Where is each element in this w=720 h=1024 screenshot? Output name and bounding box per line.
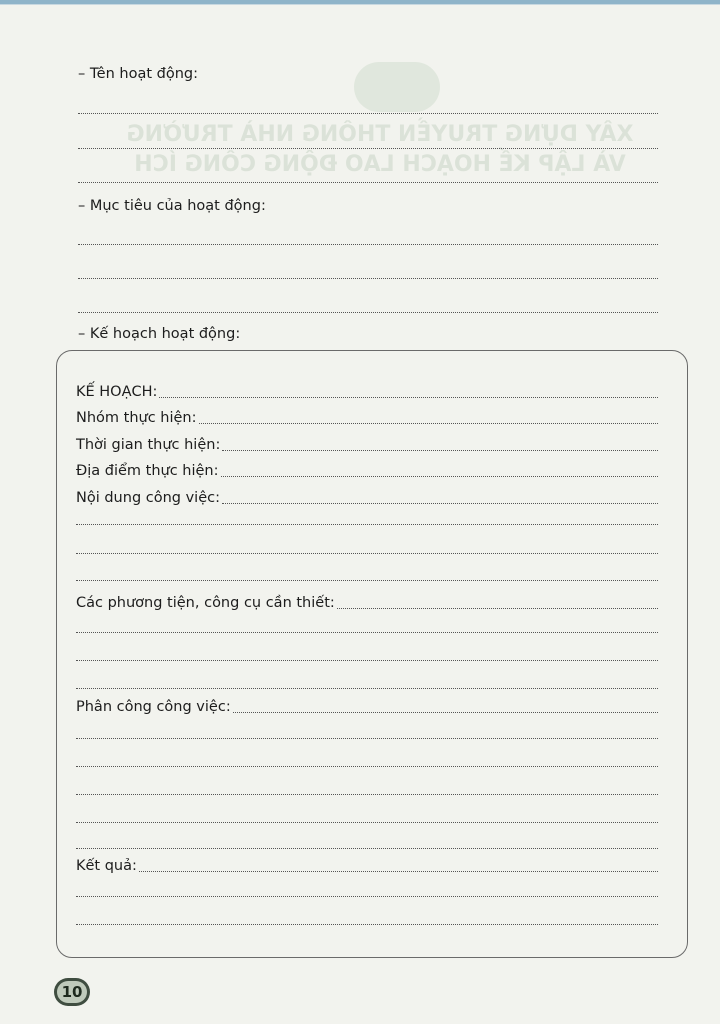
time-label: Thời gian thực hiện: — [76, 437, 221, 453]
activity-goal-label: – Mục tiêu của hoạt động: — [78, 198, 266, 214]
content-label: Nội dung công việc: — [76, 490, 220, 506]
assignment-line-2[interactable] — [76, 738, 658, 739]
activity-name-line-2 — [78, 148, 658, 149]
content-line-3[interactable] — [76, 553, 658, 554]
activity-name-line-1 — [78, 113, 658, 114]
page-number-badge — [54, 978, 90, 1006]
group-fill-line[interactable] — [199, 423, 658, 424]
assignment-line-5[interactable] — [76, 822, 658, 823]
assignment-label: Phân công công việc: — [76, 699, 231, 715]
group-row — [76, 407, 658, 427]
activity-plan-label: – Kế hoạch hoạt động: — [78, 326, 241, 342]
bleed-badge — [354, 62, 440, 112]
activity-goal-line-1 — [78, 244, 658, 245]
assignment-fill-line[interactable] — [233, 712, 658, 713]
tools-label: Các phương tiện, công cụ cần thiết: — [76, 595, 335, 611]
plan-label: KẾ HOẠCH: — [76, 384, 158, 400]
bleed-title-line-2: VÀ LẬP KẾ HOẠCH LAO ĐỘNG CÔNG ÍCH — [134, 152, 626, 177]
assignment-row — [76, 696, 658, 716]
plan-row — [76, 381, 658, 401]
place-label: Địa điểm thực hiện: — [76, 463, 219, 479]
bleed-title-line-1: XÂY DỰNG TRUYỀN THÔNG NHÀ TRƯỜNG — [126, 122, 634, 147]
assignment-line-6[interactable] — [76, 848, 658, 849]
place-fill-line[interactable] — [221, 476, 658, 477]
place-row — [76, 460, 658, 480]
assignment-line-4[interactable] — [76, 794, 658, 795]
activity-name-label: – Tên hoạt động: — [78, 66, 198, 82]
plan-fill-line[interactable] — [159, 397, 658, 398]
tools-line-4[interactable] — [76, 688, 658, 689]
assignment-line-3[interactable] — [76, 766, 658, 767]
result-label: Kết quả: — [76, 858, 137, 874]
tools-fill-line[interactable] — [337, 608, 658, 609]
tools-row — [76, 592, 658, 612]
tools-line-3[interactable] — [76, 660, 658, 661]
content-row — [76, 487, 658, 507]
time-row — [76, 434, 658, 454]
activity-goal-line-3 — [78, 312, 658, 313]
result-row — [76, 855, 658, 875]
tools-line-2[interactable] — [76, 632, 658, 633]
result-line-3[interactable] — [76, 924, 658, 925]
activity-name-line-3 — [78, 182, 658, 183]
page-number: 10 — [57, 981, 87, 1003]
content-fill-line[interactable] — [222, 503, 658, 504]
content-line-2[interactable] — [76, 524, 658, 525]
activity-goal-line-2 — [78, 278, 658, 279]
result-line-2[interactable] — [76, 896, 658, 897]
group-label: Nhóm thực hiện: — [76, 410, 197, 426]
top-rule-thin — [0, 4, 720, 5]
content-line-4[interactable] — [76, 580, 658, 581]
result-fill-line[interactable] — [139, 871, 658, 872]
time-fill-line[interactable] — [222, 450, 658, 451]
